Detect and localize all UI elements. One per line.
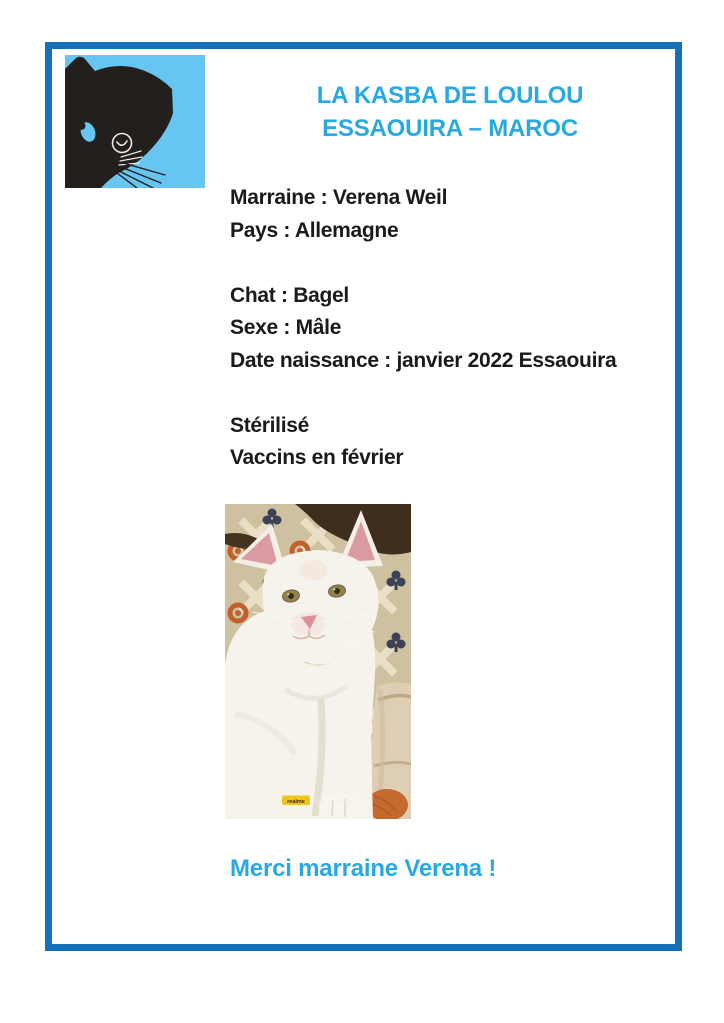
info-line: Stérilisé bbox=[230, 413, 310, 437]
title-line-2: ESSAOUIRA – MAROC bbox=[322, 115, 578, 142]
header-title bbox=[240, 79, 660, 145]
title-line-1: LA KASBA DE LOULOU bbox=[316, 82, 584, 109]
watermark-caption: Shot on realme 6i bbox=[315, 798, 359, 805]
info-line: Chat : Bagel bbox=[230, 283, 349, 307]
info-block bbox=[230, 182, 616, 475]
cat-photo bbox=[225, 504, 411, 819]
white-cat bbox=[225, 510, 383, 819]
cat-front-paw bbox=[319, 794, 367, 819]
info-line: Vaccins en février bbox=[230, 446, 404, 469]
watermark-brand-text: realme bbox=[287, 798, 305, 805]
info-line: Marraine : Verena Weil bbox=[230, 186, 448, 209]
thanks-message: Merci marraine Verena ! bbox=[230, 855, 497, 882]
white-cat-photo-illustration bbox=[225, 504, 411, 819]
info-line bbox=[230, 377, 616, 410]
info-line: Sexe : Mâle bbox=[230, 316, 342, 339]
info-line: Date naissance : janvier 2022 Essaouira bbox=[230, 348, 617, 372]
info-line bbox=[230, 247, 616, 280]
info-line: Pays : Allemagne bbox=[230, 218, 399, 242]
logo bbox=[65, 55, 205, 188]
black-cat-logo-icon bbox=[65, 55, 205, 188]
